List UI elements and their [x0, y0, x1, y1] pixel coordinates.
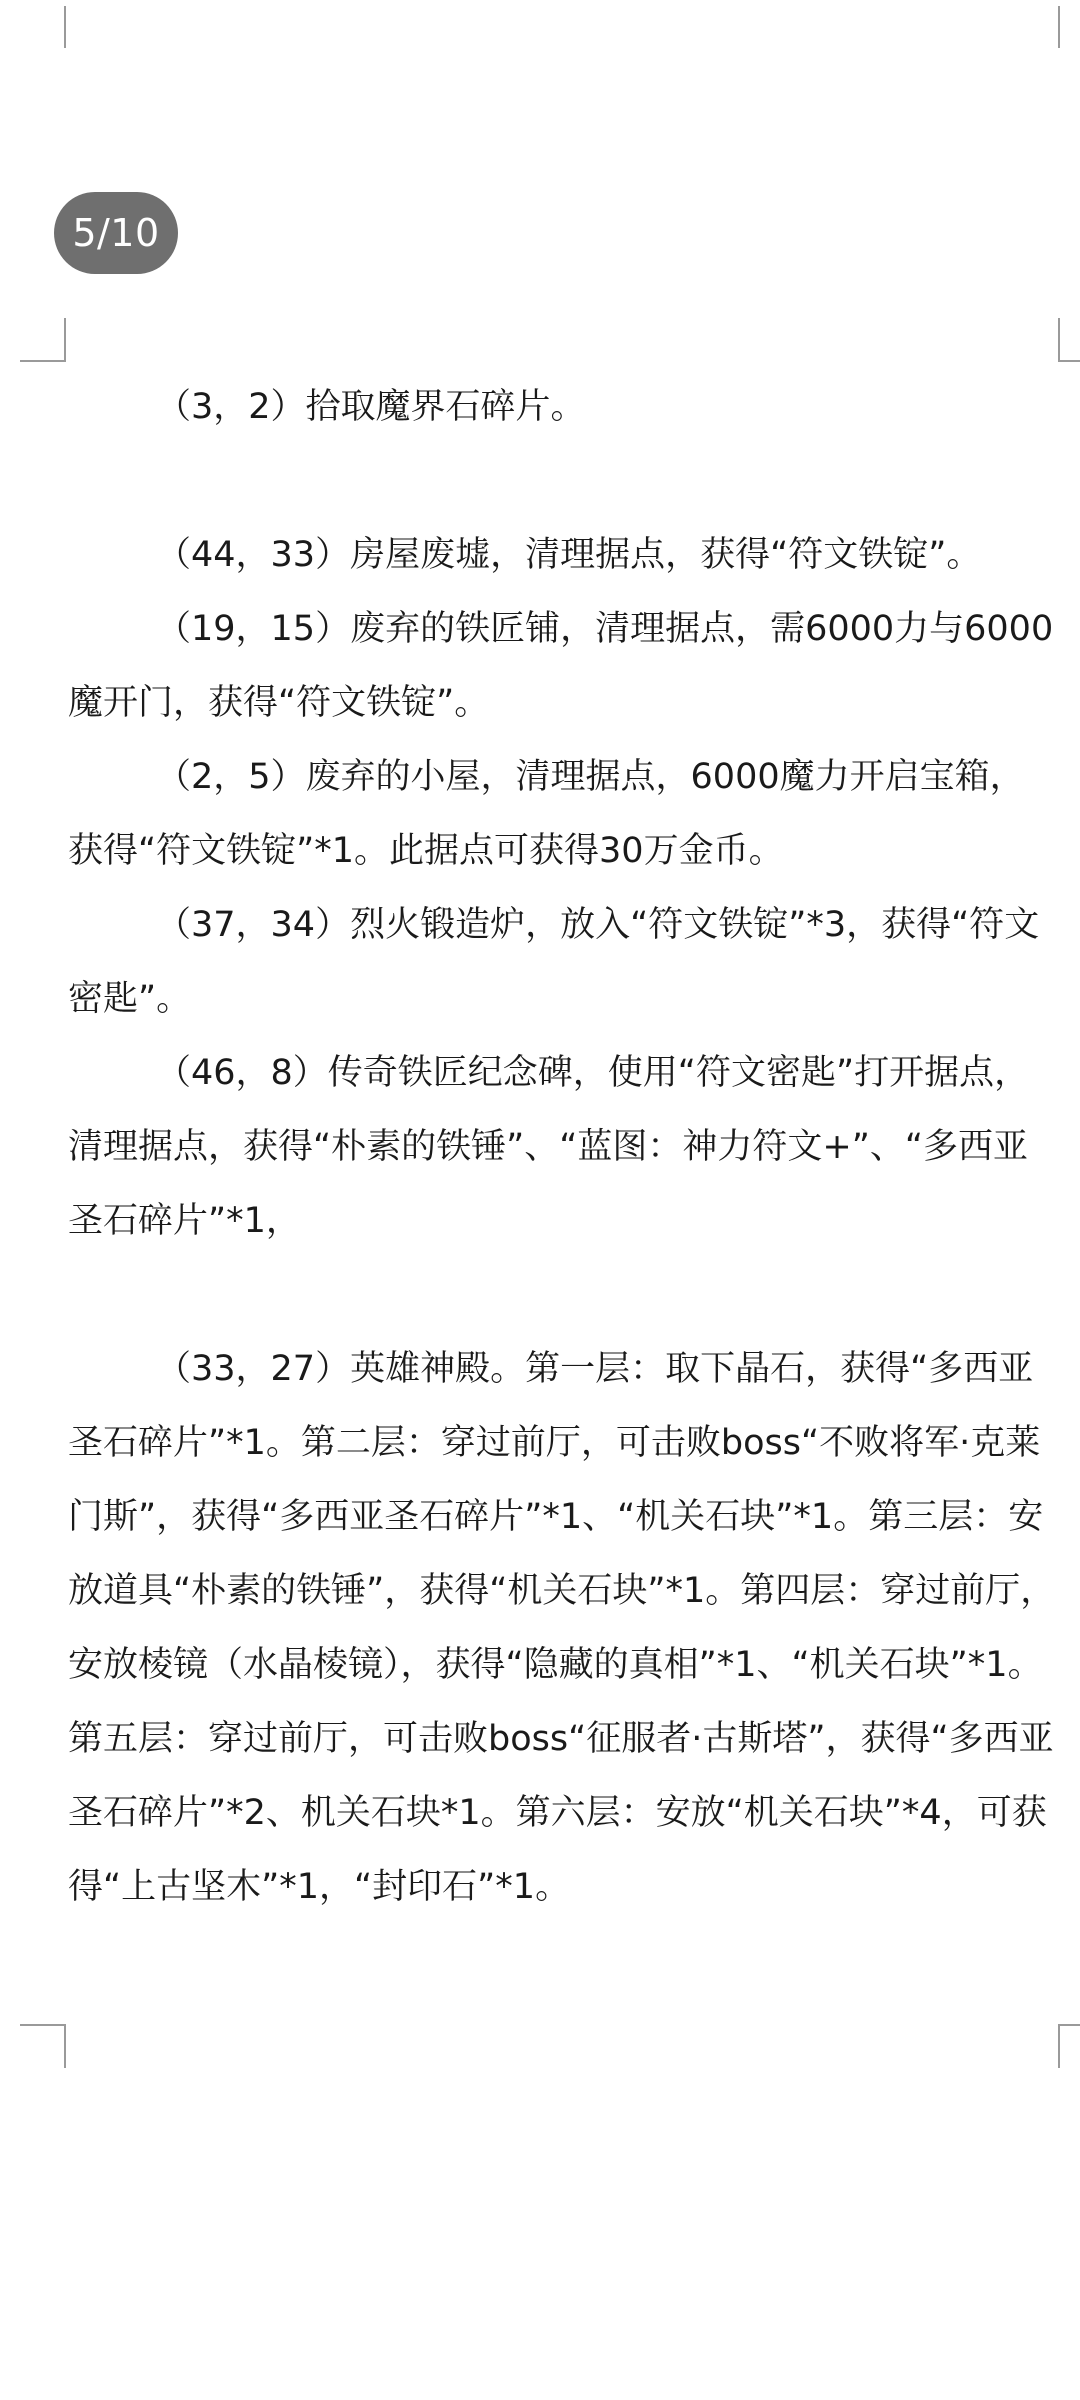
crop-mark-page-bottom-left [20, 2024, 66, 2068]
blank-line [68, 444, 1058, 518]
crop-mark-page-bottom-right [1058, 2024, 1080, 2068]
crop-mark-page-top-right [1058, 318, 1080, 362]
page-indicator-badge: 5/10 [54, 192, 178, 274]
crop-mark-top-left [20, 6, 66, 48]
paragraph-3: （44，33）房屋废墟，清理据点，获得“符文铁锭”。 [156, 535, 982, 575]
paragraph-1: （3，2）拾取魔界石碎片。 [156, 387, 586, 427]
paragraph-9: （33，27）英雄神殿。第一层：取下晶石，获得“多西亚圣石碎片”*1。第二层：穿过前厅，可击败boss“不败将军·克莱门斯”，获得“多西亚圣石碎片”*1、“机关石块”*1。第三层：安放道具“朴素的铁锤”，获得“机关石块”*1。第四层：穿过前厅，安放棱镜（水晶棱镜），获得“隐藏的真相”*1、“机关石块”*1。第五层：穿过前厅，可击败boss“征服者·古斯塔”，获得“多西亚圣石碎片”*2、机关石块*1。第六层：安放“机关石块”*4，可获得“上古坚木”*1，“封印石”*1。 [68, 1349, 1056, 1907]
paragraph-7: （46，8）传奇铁匠纪念碑，使用“符文密匙”打开据点，清理据点，获得“朴素的铁锤”、“蓝图：神力符文+”、“多西亚圣石碎片”*1， [68, 1053, 1030, 1241]
blank-line [68, 1258, 1058, 1332]
paragraph-5: （2，5）废弃的小屋，清理据点，6000魔力开启宝箱，获得“符文铁锭”*1。此据点可获得30万金币。 [68, 757, 1025, 871]
crop-mark-page-top-left [20, 318, 66, 362]
paragraph-4: （19，15）废弃的铁匠铺，清理据点，需6000力与6000魔开门，获得“符文铁锭”。 [68, 609, 1054, 723]
paragraph-6: （37，34）烈火锻造炉，放入“符文铁锭”*3，获得“符文密匙”。 [68, 905, 1040, 1019]
crop-mark-top-right [1058, 6, 1080, 48]
document-body [68, 370, 1058, 1924]
